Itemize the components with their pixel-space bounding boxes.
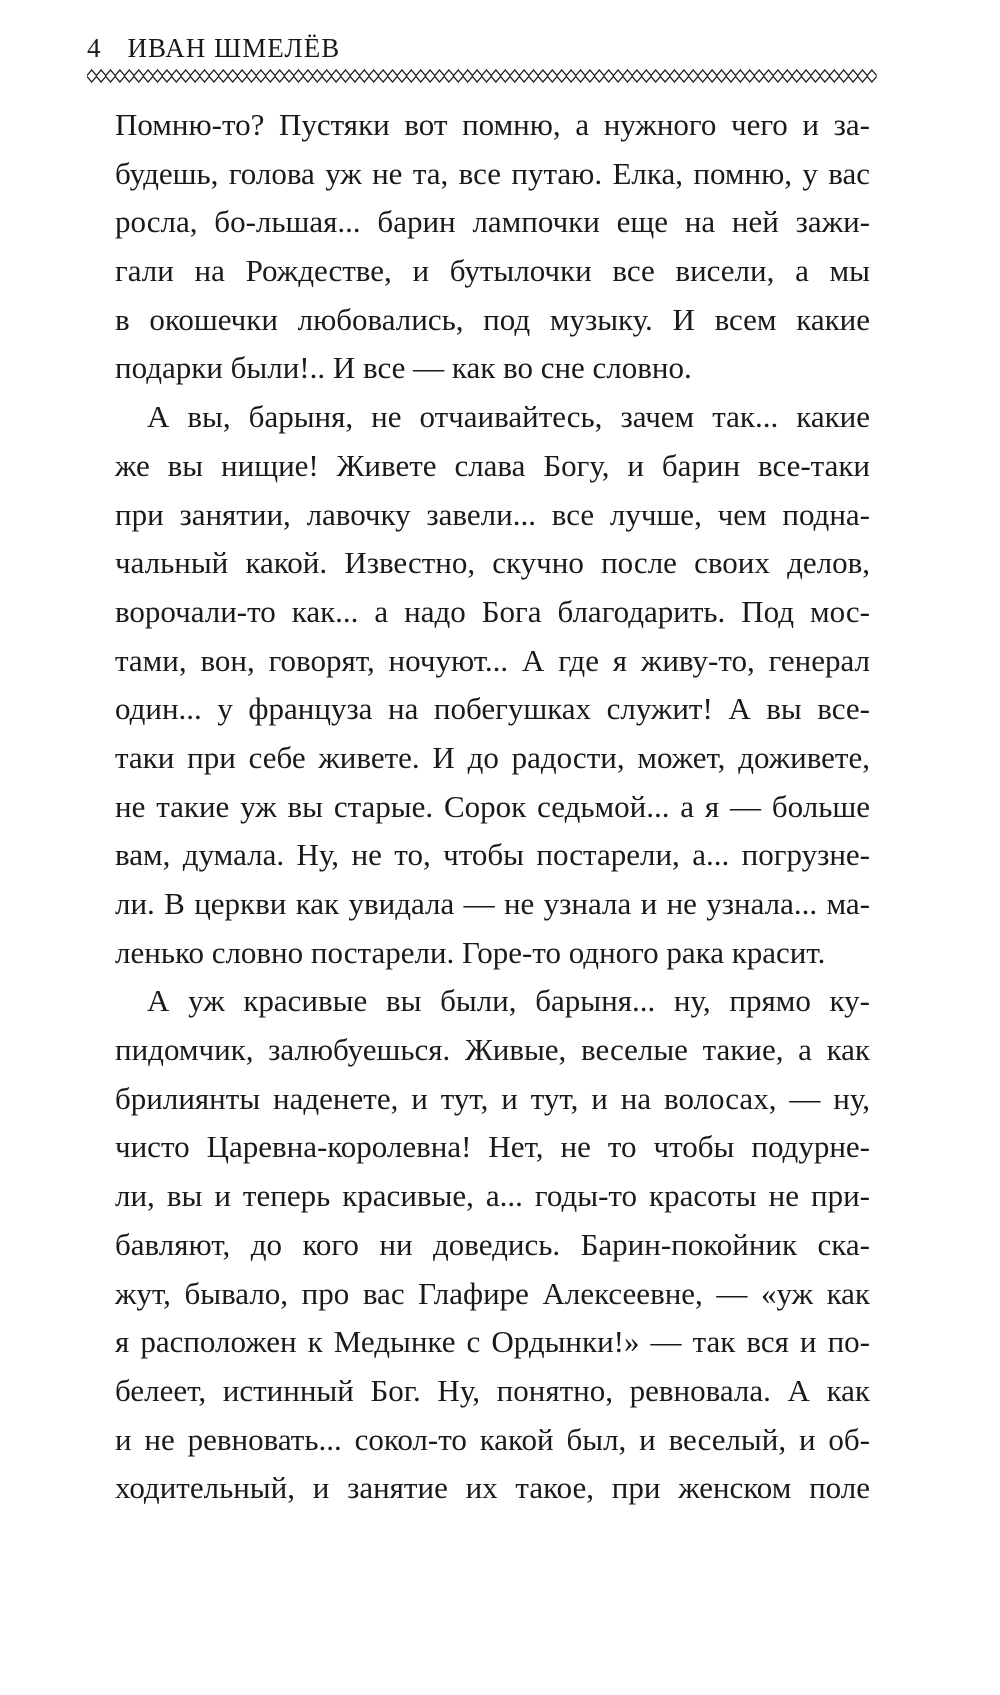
text-line: жут, бывало, про вас Глафире Алексеевне, — «уж как: [115, 1275, 870, 1311]
text-line: А вы, барыня, не отчаивайтесь, зачем так... какие: [147, 399, 870, 435]
text-line: ли, вы и теперь красивые, а... годы-то красоты не при-: [115, 1178, 870, 1214]
body-text: [115, 101, 870, 1513]
text-line: тами, вон, говорят, ночуют... А где я живу-то, генерал: [115, 642, 870, 678]
text-line: пидомчик, залюбуешься. Живые, веселые такие, а как: [115, 1032, 870, 1068]
zigzag-chain-rule-icon: [87, 69, 877, 83]
text-line: ленько словно постарели. Горе-то одного рака красит.: [115, 934, 826, 970]
text-line: я расположен к Медынке с Ордынки!» — так вся и по-: [115, 1324, 870, 1360]
paragraph: [115, 393, 870, 977]
text-line: будешь, голова уж не та, все путаю. Елка, помню, у вас: [115, 155, 870, 191]
paragraph: [115, 101, 870, 393]
running-head-author: ИВАН ШМЕЛЁВ: [127, 33, 341, 63]
text-line: чальный какой. Известно, скучно после своих делов,: [115, 545, 870, 581]
text-line: не такие уж вы старые. Сорок седьмой... а я — больше: [115, 788, 870, 824]
text-line: брилиянты наденете, и тут, и тут, и на волосах, — ну,: [115, 1080, 870, 1116]
text-line: бавляют, до кого ни доведись. Барин-покойник ска-: [115, 1226, 870, 1262]
running-head: [87, 33, 877, 63]
text-line: подарки были!.. И все — как во сне словно.: [115, 350, 692, 386]
text-line: А уж красивые вы были, барыня... ну, прямо ку-: [147, 983, 870, 1019]
text-line: Помню-то? Пустяки вот помню, а нужного чего и за-: [115, 107, 870, 142]
text-line: ходительный, и занятие их такое, при женском поле: [115, 1470, 870, 1506]
text-line: чисто Царевна-королевна! Нет, не то чтобы подурне-: [115, 1129, 870, 1165]
page-number: 4: [87, 33, 102, 63]
text-line: же вы нищие! Живете слава Богу, и барин все-таки: [115, 447, 870, 483]
text-line: в окошечки любовались, под музыку. И всем какие: [115, 301, 870, 337]
text-line: белеет, истинный Бог. Ну, понятно, ревновала. А как: [115, 1372, 870, 1408]
text-line: при занятии, лавочку завели... все лучше, чем подна-: [115, 496, 870, 532]
text-line: вам, думала. Ну, не то, чтобы постарели, а... погрузне-: [115, 837, 870, 873]
text-line: ворочали-то как... а надо Бога благодарить. Под мос-: [115, 593, 870, 629]
paragraph: [115, 977, 870, 1513]
text-line: таки при себе живете. И до радости, может, доживете,: [115, 739, 870, 775]
text-line: росла, бо-льшая... барин лампочки еще на ней зажи-: [115, 204, 870, 240]
text-line: и не ревновать... сокол-то какой был, и веселый, и об-: [115, 1421, 870, 1457]
text-line: гали на Рождестве, и бутылочки все висели, а мы: [115, 253, 870, 289]
text-line: ли. В церкви как увидала — не узнала и не узнала... ма-: [115, 886, 870, 921]
text-line: один... у француза на побегушках служит! А вы все-: [115, 691, 870, 727]
